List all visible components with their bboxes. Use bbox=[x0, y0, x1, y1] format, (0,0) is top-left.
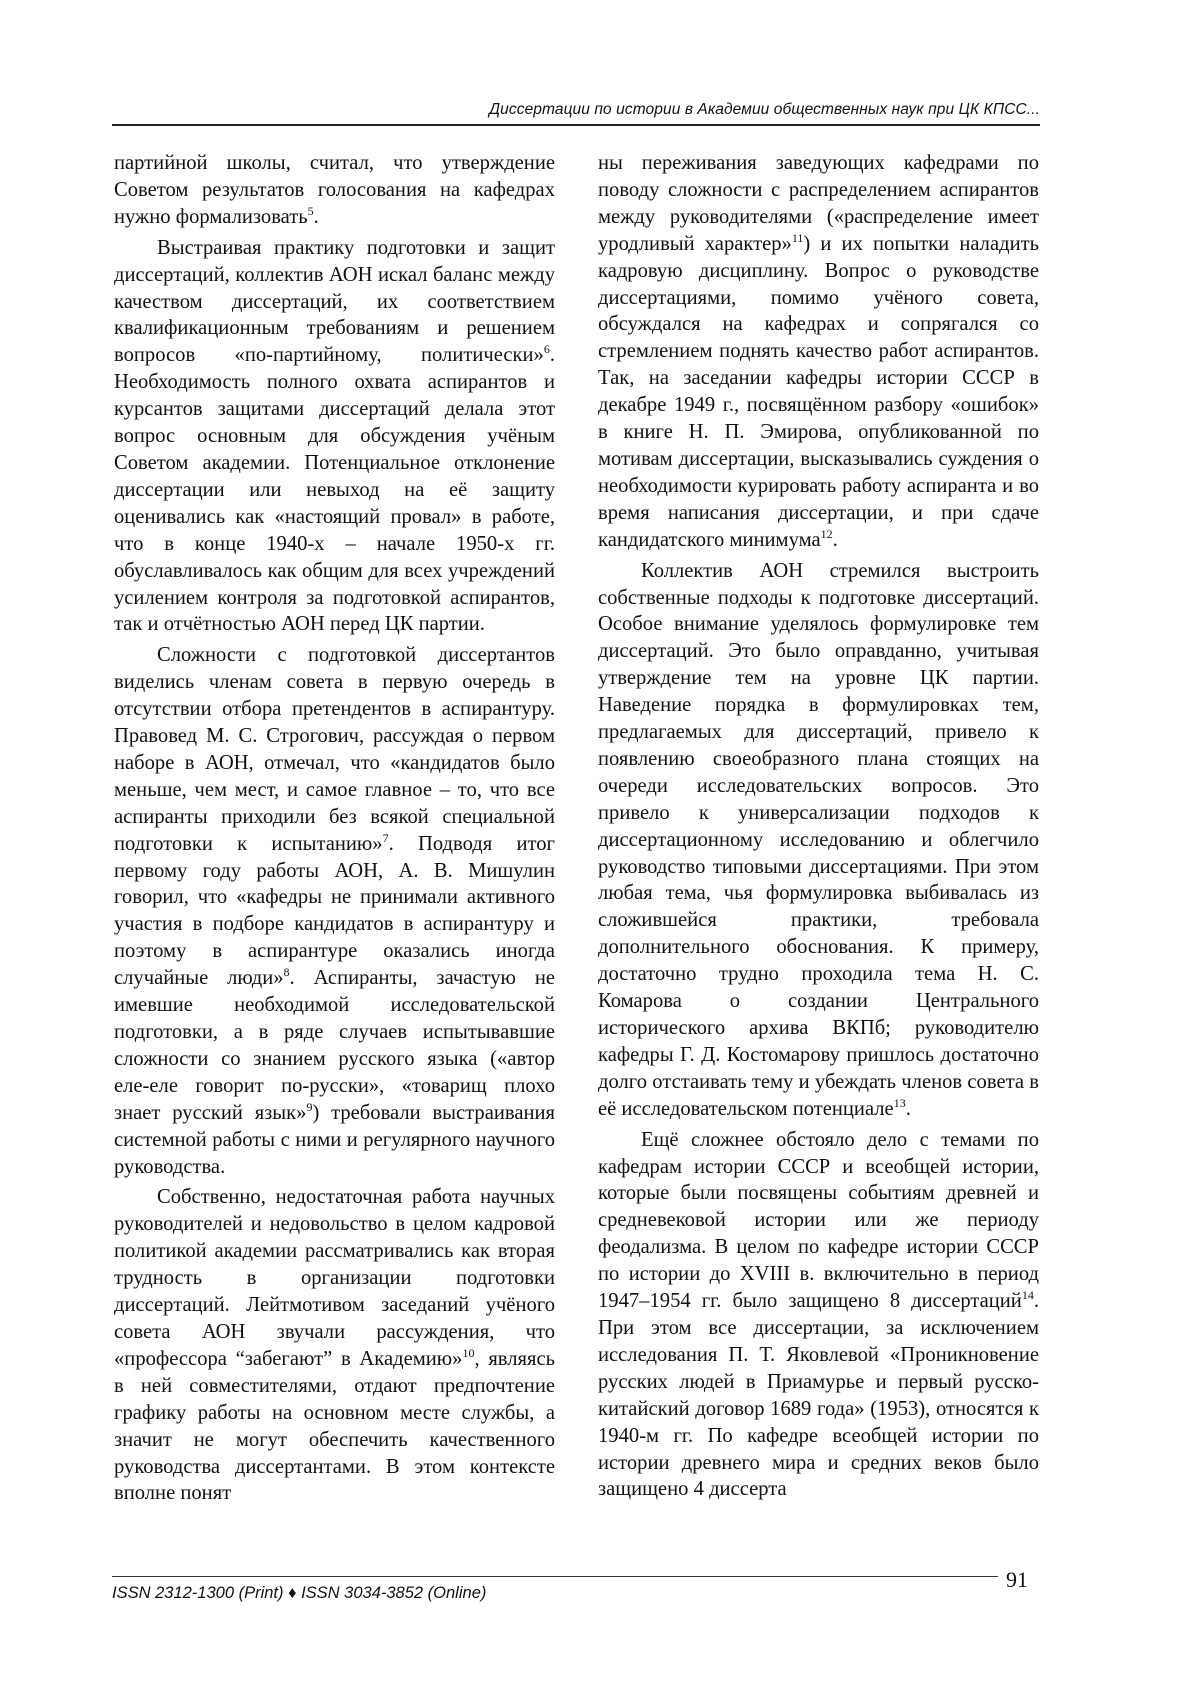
text-run: . Необходимость полного охвата аспирантов и курсантов защитами диссертаций делала этот вопрос основным для обсуждения учёным Советом академии. Потенциальное отклонение диссертации или невыход на её защиту оценивались как «настоящий провал» в работе, что в конце 1940-х – начале 1950-х гг. обуславливалось как общим для всех учреждений усилением контроля за подготовкой аспирантов, так и отчётностью АОН перед ЦК партии. bbox=[114, 344, 555, 636]
running-head-title: Диссертации по истории в Академии общественных наук при ЦК КПСС... bbox=[489, 101, 1040, 118]
paragraph bbox=[114, 1184, 555, 1507]
paragraph bbox=[598, 150, 1039, 554]
footnote-ref: 11 bbox=[791, 230, 804, 245]
text-run: , являясь в ней совместителями, отдают предпочтение графику работы на основном месте службы, а значит не могут обеспечить качественного руководства диссертантами. В этом контексте вполне понят bbox=[114, 1347, 555, 1505]
paragraph bbox=[598, 558, 1039, 1123]
footnote-ref: 7 bbox=[382, 830, 389, 845]
text-run: Собственно, недостаточная работа научных руководителей и недовольство в целом кадровой политикой академии рассматривались как вторая трудность в организации подготовки диссертаций. Лейтмотивом заседаний учёного совета АОН звучали рассуждения, что «профессора “забегают” в Академию» bbox=[114, 1186, 555, 1370]
text-run: . При этом все диссертации, за исключением исследования П. Т. Яковлевой «Проникновение русских людей в Приамурье и первый русско-китайский договор 1689 года» (1953), относятся к 1940-м гг. По кафедре всеобщей истории по истории древнего мира и средних веков было защищено 4 диссерта bbox=[598, 1290, 1039, 1501]
text-run: . bbox=[832, 528, 838, 551]
text-run: ны переживания заведующих кафедрами по поводу сложности с распределением аспирантов между руководителями («распределение имеет уродливый характер» bbox=[598, 152, 1039, 255]
text-run: Ещё сложнее обстояло дело с темами по кафедрам истории СССР и всеобщей истории, которые были посвящены событиям древней и средневековой истории или же периоду феодализма. В целом по кафедре истории СССР по истории до XVIII в. включительно в период 1947–1954 гг. было защищено 8 диссертаций bbox=[598, 1128, 1039, 1313]
text-run: ) и их попытки наладить кадровую дисциплину. Вопрос о руководстве диссертациями, помимо учёного совета, обсуждался на кафедрах и сопрягался со стремлением поднять качество работ аспирантов. Так, на заседании кафедры истории СССР в декабре 1949 г., посвящённом разбору «ошибок» в книге Н. П. Эмирова, опубликованной по мотивам диссертации, высказывались суждения о необходимости курировать работу аспиранта и во время написания диссертации, и при сдаче кандидатского минимума bbox=[598, 232, 1039, 551]
paragraph bbox=[114, 235, 555, 639]
left-text-column bbox=[114, 150, 555, 1507]
footnote-ref: 13 bbox=[893, 1095, 906, 1110]
footer-issn: ISSN 2312-1300 (Print) ♦ ISSN 3034-3852 (Online) bbox=[112, 1584, 487, 1602]
text-run: . bbox=[313, 205, 319, 228]
text-run: ) требовали выстраивания системной работы с ними и регулярного научного руководства. bbox=[114, 1101, 555, 1178]
text-run: . Подводя итог первому году работы АОН, А. В. Мишулин говорил, что «кафедры не принимали активного участия в подборе кандидатов в аспирантуру и поэтому в аспирантуре оказались иногда случайные люди» bbox=[114, 832, 556, 990]
paragraph bbox=[114, 642, 555, 1180]
text-run: . bbox=[905, 1097, 911, 1120]
footnote-ref: 12 bbox=[820, 526, 833, 541]
footnote-ref: 6 bbox=[543, 342, 550, 357]
text-run: Коллектив АОН стремился выстроить собственные подходы к подготовке диссертаций. Особое внимание уделялось формулировке тем диссертаций. Это было оправданно, учитывая утверждение тем на уровне ЦК партии. Наведение порядка в формулировках тем, предлагаемых для диссертаций, привело к появлению своеобразного плана стоящих на очереди исследовательских вопросов. Это привело к универсализации подходов к диссертационному исследованию и облегчило руководство типовыми диссертациями. При этом любая тема, чья формулировка выбивалась из сложившейся практики, требовала дополнительного обоснования. К примеру, достаточно трудно проходила тема Н. С. Комарова о создании Центрального исторического архива ВКПб; руководителю кафедры Г. Д. Костомарову пришлось достаточно долго отстаивать тему и убеждать членов совета в её исследовательском потенциале bbox=[598, 559, 1039, 1120]
text-run: . Аспиранты, зачастую не имевшие необходимой исследовательской подготовки, а в ряде случаев испытывавшие сложности со знанием русского языка («автор еле-еле говорит по-русски», «товарищ плохо знает русский язык» bbox=[114, 967, 555, 1124]
paragraph bbox=[598, 1127, 1039, 1504]
page-number: 91 bbox=[1006, 1567, 1028, 1592]
text-run: Сложности с подготовкой диссертантов виделись членам совета в первую очередь в отсутствии отбора претендентов в аспирантуру. Правовед М. С. Строгович, рассуждая о первом наборе в АОН, отмечал, что «кандидатов было меньше, чем мест, и самое главное – то, что все аспиранты приходили без всякой специальной подготовки к испытанию» bbox=[114, 644, 555, 855]
paragraph bbox=[114, 150, 555, 231]
footnote-ref: 14 bbox=[1021, 1288, 1034, 1303]
footnote-ref: 9 bbox=[306, 1099, 313, 1114]
right-text-column bbox=[598, 150, 1039, 1503]
text-run: Выстраивая практику подготовки и защит диссертаций, коллектив АОН искал баланс между качеством диссертаций, их соответствием квалификационным требованиям и решением вопросов «по-партийному, политически» bbox=[114, 236, 555, 367]
text-run: партийной школы, считал, что утверждение Советом результатов голосования на кафедрах нужно формализовать bbox=[114, 152, 555, 228]
footer-rule bbox=[112, 1576, 998, 1577]
footnote-ref: 8 bbox=[283, 965, 290, 980]
footnote-ref: 5 bbox=[307, 203, 314, 218]
footnote-ref: 10 bbox=[462, 1346, 475, 1361]
header-rule bbox=[112, 124, 1040, 126]
